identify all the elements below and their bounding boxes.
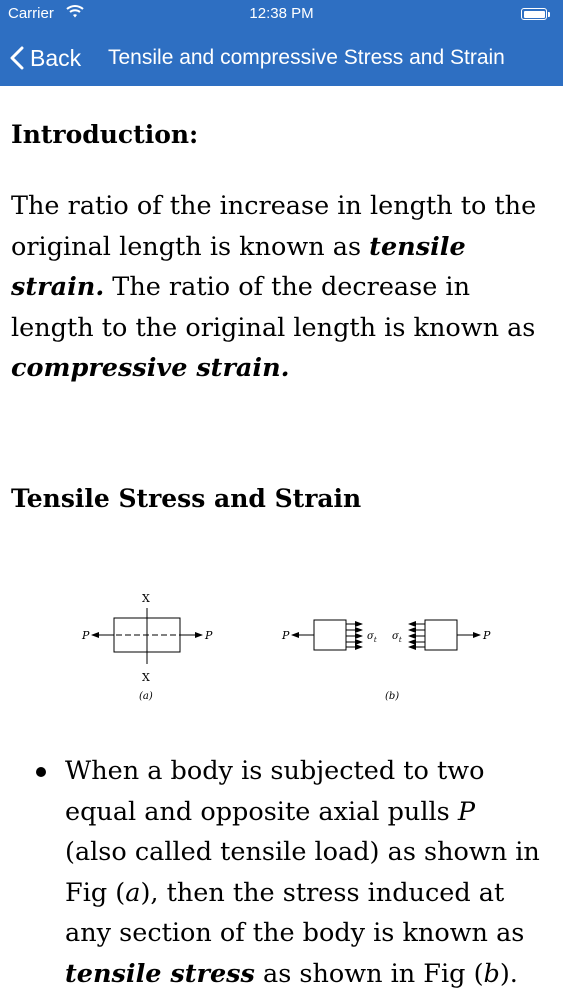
term-tensile-strain: tensile strain. bbox=[11, 231, 466, 302]
bullet-text-1: When a body is subjected to two equal and opposite axial pulls bbox=[65, 756, 485, 827]
load-label-right-a: P bbox=[205, 629, 213, 642]
fig-ref-b: b bbox=[483, 958, 500, 989]
chevron-left-icon bbox=[10, 46, 24, 70]
status-bar bbox=[0, 0, 563, 30]
term-compressive-strain: compressive strain. bbox=[11, 353, 290, 383]
page-title: Tensile and compressive Stress and Strain bbox=[108, 46, 505, 69]
figure-a bbox=[81, 592, 213, 702]
sigma-label-right: $\sigma_t$ bbox=[392, 631, 402, 644]
back-label: Back bbox=[30, 44, 82, 71]
load-label-left-b: P bbox=[282, 629, 290, 642]
load-label-left-a: P bbox=[82, 629, 90, 642]
carrier-label: Carrier bbox=[8, 5, 54, 22]
status-time: 12:38 PM bbox=[249, 5, 314, 22]
variable-p: P bbox=[457, 796, 476, 827]
back-button[interactable] bbox=[10, 30, 81, 86]
fig-ref-a: a bbox=[125, 877, 141, 908]
section-heading: Tensile Stress and Strain bbox=[11, 484, 362, 513]
bullet-text-5: ). bbox=[499, 958, 518, 989]
axis-label-top: X bbox=[142, 592, 150, 605]
bullet-dot bbox=[36, 767, 46, 777]
bullet-list bbox=[0, 751, 563, 994]
navigation-bar bbox=[0, 30, 563, 86]
axis-label-bottom: X bbox=[142, 671, 150, 684]
intro-paragraph bbox=[11, 186, 551, 389]
bullet-text-3: ), then the stress induced at any section of the body is known as bbox=[65, 877, 525, 948]
load-label-right-b: P bbox=[483, 629, 491, 642]
figure-a-label: (a) bbox=[139, 691, 153, 702]
sigma-label-left: $\sigma_t$ bbox=[367, 631, 377, 644]
list-item bbox=[0, 751, 563, 994]
intro-text-2: The ratio of the decrease in length to the original length is known as bbox=[11, 272, 536, 343]
intro-heading: Introduction: bbox=[11, 120, 199, 149]
term-tensile-stress: tensile stress bbox=[65, 958, 255, 989]
figure-b bbox=[281, 620, 491, 702]
battery-icon bbox=[521, 8, 547, 20]
intro-text-1: The ratio of the increase in length to the original length is known as bbox=[11, 191, 537, 262]
bullet-text-4: as shown in Fig ( bbox=[254, 958, 484, 989]
battery-tip bbox=[548, 12, 550, 17]
figure-b-label: (b) bbox=[385, 691, 400, 702]
bullet-text-2: (also called tensile load) as shown in Fig ( bbox=[65, 837, 540, 908]
tensile-stress-figure bbox=[78, 586, 498, 716]
